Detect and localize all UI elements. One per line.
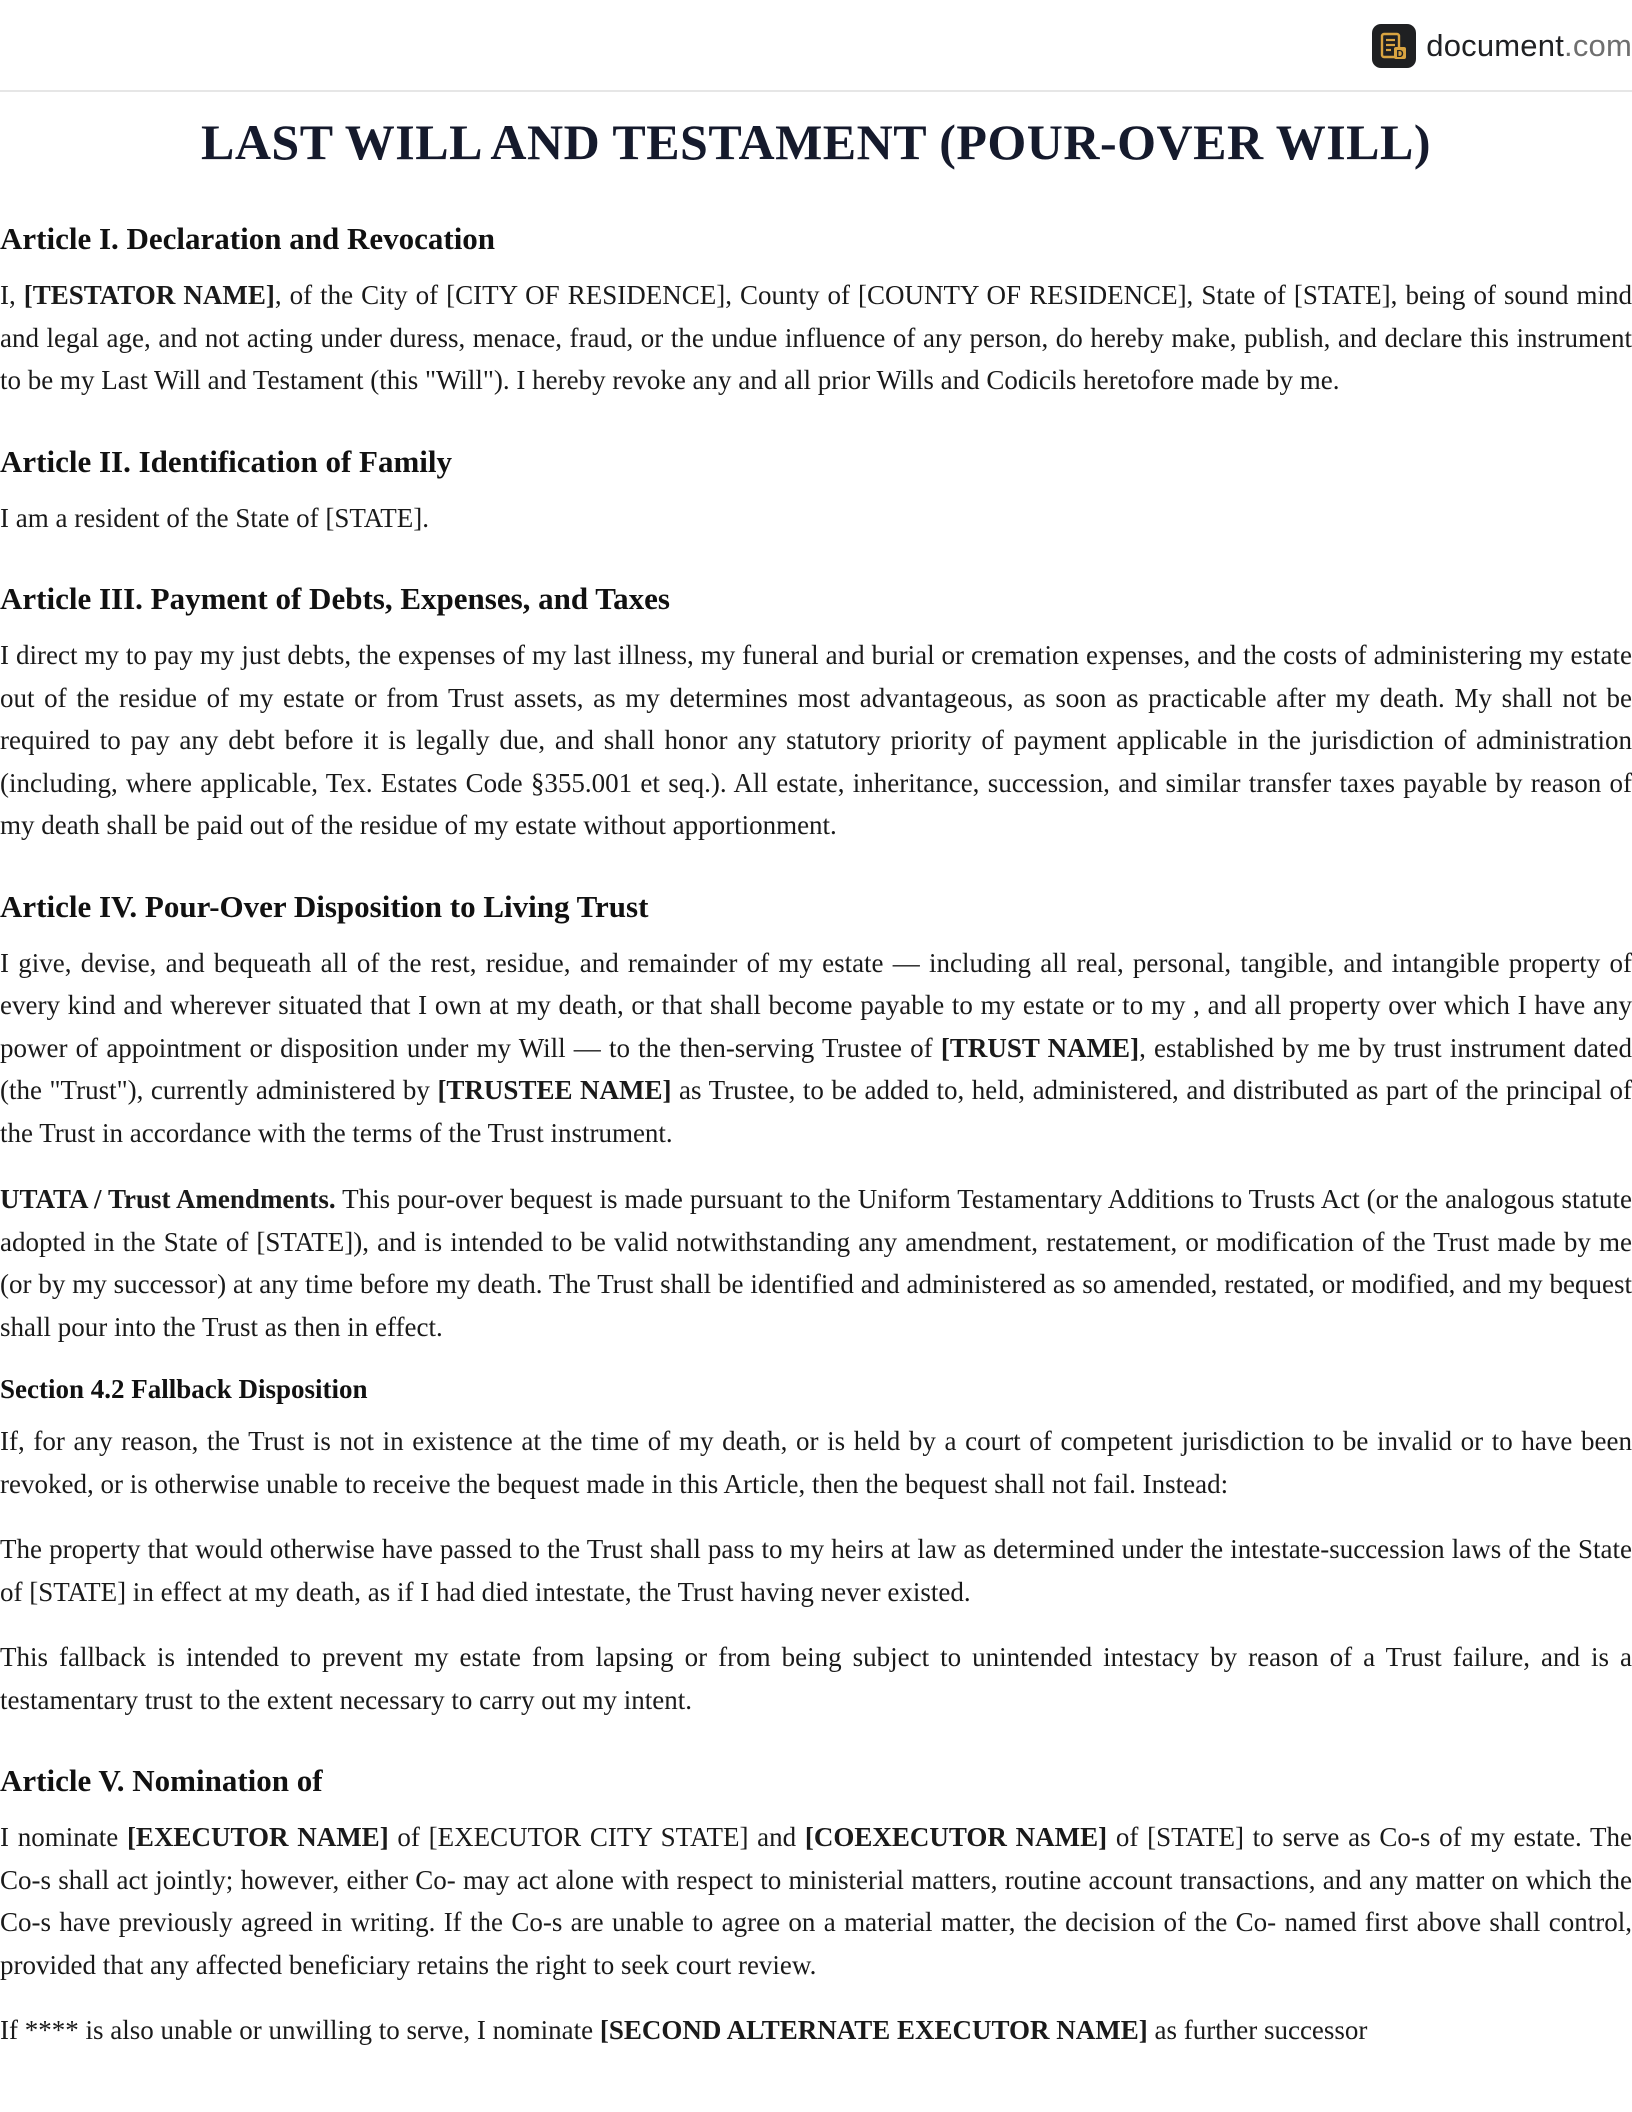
article-2	[0, 442, 1632, 540]
paragraph: If **** is also unable or unwilling to serve, I nominate [SECOND ALTERNATE EXECUTOR NAME] as further successor	[0, 2015, 1368, 2045]
second-alternate-placeholder: [SECOND ALTERNATE EXECUTOR NAME]	[599, 2015, 1148, 2045]
paragraph: I am a resident of the State of [STATE].	[0, 502, 429, 533]
article-5	[0, 1761, 1632, 2052]
article-heading: Article IV. Pour-Over Disposition to Living Trust	[0, 888, 649, 924]
paragraph: This fallback is intended to prevent my estate from lapsing or from being subject to unintended intestacy by reason of a Trust failure, and is a testamentary trust to the extent necessary to carry out my intent.	[0, 1642, 1632, 1715]
brand-name: document	[1426, 28, 1565, 63]
article-heading: Article III. Payment of Debts, Expenses, and Taxes	[0, 581, 670, 616]
article-4	[0, 887, 1632, 1722]
trust-name-placeholder: [TRUST NAME]	[940, 1032, 1140, 1063]
article-3	[0, 579, 1632, 847]
coexecutor-placeholder: [COEXECUTOR NAME]	[804, 1822, 1108, 1852]
svg-text:D: D	[1396, 49, 1404, 60]
paragraph: I give, devise, and bequeath all of the rest, residue, and remainder of my estate — including all real, personal, tangible, and intangible property of every kind and wherever situated that I own at my death, or that shall become payable to my estate or to my , and all property over which I have any power of appointment or disposition under my Will — to the then-serving Trustee of [TRUST NAME], established by me by trust instrument dated (the "Trust"), currently administered by [TRUSTEE NAME] as Trustee, to be added to, held, administered, and distributed as part of the principal of the Trust in accordance with the terms of the Trust instrument.	[0, 947, 1632, 1148]
testator-placeholder: [TESTATOR NAME]	[23, 280, 275, 310]
paragraph: If, for any reason, the Trust is not in existence at the time of my death, or is held by a court of competent jurisdiction to be invalid or to have been revoked, or is otherwise unable to receive the bequest made in this Article, then the bequest shall not fail. Instead:	[0, 1426, 1632, 1499]
paragraph: UTATA / Trust Amendments. This pour-over bequest is made pursuant to the Uniform Testamentary Additions to Trusts Act (or the analogous statute adopted in the State of [STATE]), and is intended to be valid notwithstanding any amendment, restatement, or modification of the Trust made by me (or by my successor) at any time before my death. The Trust shall be identified and administered as so amended, restated, or modified, and my bequest shall pour into the Trust as then in effect.	[0, 1184, 1632, 1342]
paragraph: I nominate [EXECUTOR NAME] of [EXECUTOR CITY STATE] and [COEXECUTOR NAME] of [STATE] to serve as Co-s of my estate. The Co-s shall act jointly; however, either Co- may act alone with respect to ministerial matters, routine account transactions, and any matter on which the Co-s have previously agreed in writing. If the Co-s are unable to agree on a material matter, the decision of the Co- named first above shall control, provided that any affected beneficiary retains the right to seek court review.	[0, 1822, 1632, 1980]
article-heading: Article I. Declaration and Revocation	[0, 221, 496, 256]
document-title: LAST WILL AND TESTAMENT (POUR-OVER WILL)	[200, 114, 1432, 170]
paragraph: The property that would otherwise have passed to the Trust shall pass to my heirs at law as determined under the intestate-succession laws of the State of [STATE] in effect at my death, as if I had died intestate, the Trust having never existed.	[0, 1534, 1632, 1607]
trustee-name-placeholder: [TRUSTEE NAME]	[437, 1075, 672, 1105]
article-heading: Article II. Identification of Family	[0, 443, 453, 479]
document-body	[0, 92, 1632, 2052]
header-bar	[0, 0, 1632, 92]
executor-placeholder: [EXECUTOR NAME]	[126, 1822, 389, 1852]
brand-tld: .com	[1564, 28, 1632, 63]
brand-wordmark	[1426, 28, 1632, 64]
utata-label: UTATA / Trust Amendments.	[0, 1184, 336, 1214]
section-heading: Section 4.2 Fallback Disposition	[0, 1374, 368, 1404]
document-logo-icon	[1372, 24, 1416, 68]
brand-logo[interactable]	[1372, 24, 1632, 68]
article-1	[0, 219, 1632, 402]
article-heading: Article V. Nomination of	[0, 1763, 323, 1798]
paragraph: I, [TESTATOR NAME], of the City of [CITY OF RESIDENCE], County of [COUNTY OF RESIDENCE], State of [STATE], being of sound mind and legal age, and not acting under duress, menace, fraud, or the undue influence of any person, do hereby make, publish, and declare this instrument to be my Last Will and Testament (this "Will"). I hereby revoke any and all prior Wills and Codicils heretofore made by me.	[0, 280, 1632, 395]
paragraph: I direct my to pay my just debts, the expenses of my last illness, my funeral and burial or cremation expenses, and the costs of administering my estate out of the residue of my estate or from Trust assets, as my determines most advantageous, as soon as practicable after my death. My shall not be required to pay any debt before it is legally due, and shall honor any statutory priority of payment applicable in the jurisdiction of administration (including, where applicable, Tex. Estates Code §355.001 et seq.). All estate, inheritance, succession, and similar transfer taxes payable by reason of my death shall be paid out of the residue of my estate without apportionment.	[0, 640, 1632, 840]
